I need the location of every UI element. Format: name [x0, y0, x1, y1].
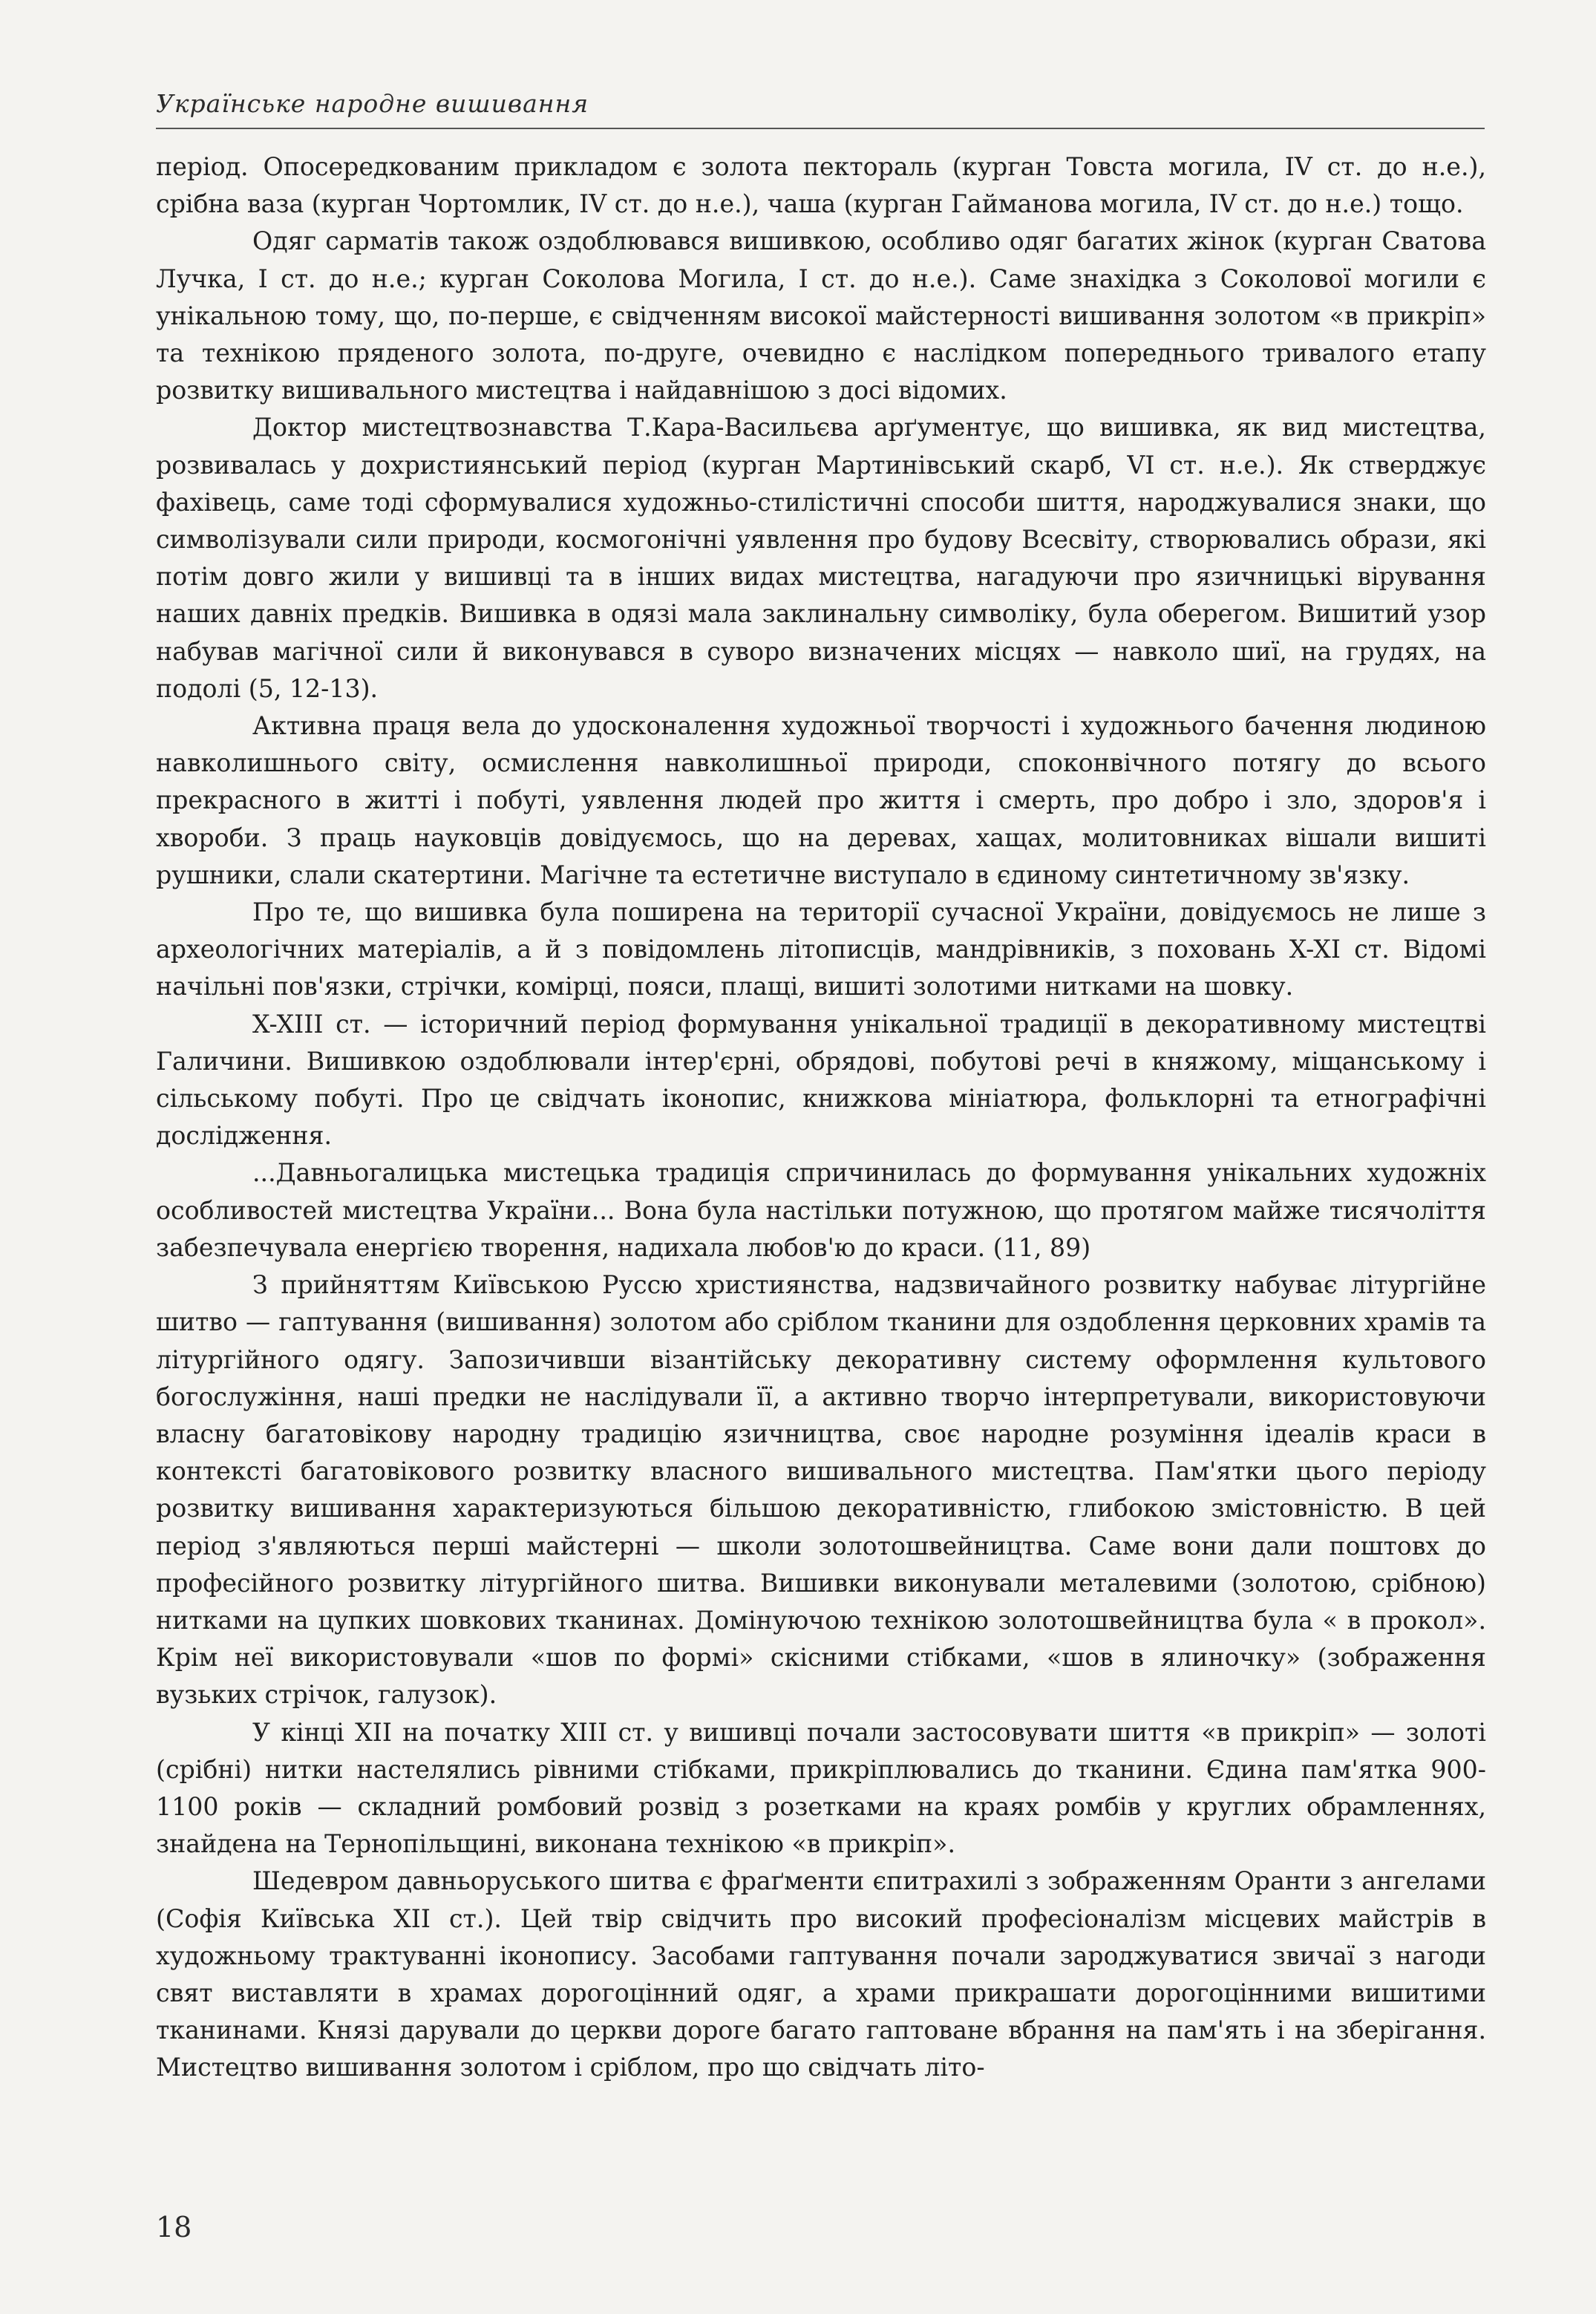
body-text	[156, 148, 1486, 2087]
page-number: 18	[156, 2211, 192, 2243]
paragraph: Про те, що вишивка була поширена на території сучасної України, довідуємось не лише з археологічних матеріалів, а й з повідомлень літописців, мандрівників, з поховань X-XI ст. Відомі начільні пов'язки, стрічки, комірці, пояси, плащі, вишиті золотими нитками на шовку.	[156, 898, 1486, 1001]
paragraph: З прийняттям Київською Руссю християнства, надзвичайного розвитку набуває літургійне шитво — гаптування (вишивання) золотом або сріблом тканини для оздоблення церковних храмів та літургійного одягу. Запозичивши візантійську декоративну систему оформлення культового богослужіння, наші предки не наслідували її, а активно творчо інтерпретували, використовуючи власну багатовікову народну традицію язичництва, своє народне розуміння ідеалів краси в контексті багатовікового розвитку власного вишивального мистецтва. Пам'ятки цього періоду розвитку вишивання характеризуються більшою декоративністю, глибокою змістовністю. В цей період з'являються перші майстерні — школи золотошвейництва. Саме вони дали поштовх до професійного розвитку літургійного шитва. Вишивки виконували металевими (золотою, срібною) нитками на цупких шовкових тканинах. Домінуючою технікою золотошвейництва була « в прокол». Крім неї використовували «шов по формі» скісними стібками, «шов в ялиночку» (зображення вузьких стрічок, галузок).	[156, 1270, 1486, 1710]
paragraph: Шедевром давньоруського шитва є фраґменти єпитрахилі з зображенням Оранти з ангелами (Софія Київська XII ст.). Цей твір свідчить про високий професіоналізм місцевих майстрів в художньому трактуванні іконопису. Засобами гаптування почали зароджуватися звичаї з нагоди свят виставляти в храмах дорогоцінний одяг, а храми прикрашати дорогоцінними вишитими тканинами. Князі дарували до церкви дороге багато гаптоване вбрання на пам'ять і на зберігання. Мистецтво вишивання золотом і сріблом, про що свідчать літо-	[156, 1866, 1486, 2082]
running-head-title: Українське народне вишивання	[156, 89, 589, 118]
paragraph: У кінці XII на початку XIII ст. у вишивці почали застосовувати шиття «в прикріп» — золоті (срібні) нитки настелялись рівними стібками, прикріплювались до тканини. Єдина пам'ятка 900-1100 років — складний ромбовий розвід з розетками на краях ромбів у круглих обрамленнях, знайдена на Тернопільщині, виконана технікою «в прикріп».	[156, 1717, 1486, 1859]
quotation-paragraph: ...Давньогалицька мистецька традиція спричинилась до формування унікальних художніх особливостей мистецтва України... Вона була настільки потужною, що протягом майже тисячоліття забезпечувала енергією творення, надихала любов'ю до краси. (11, 89)	[156, 1158, 1486, 1262]
paragraph: період. Опосередкованим прикладом є золота пектораль (курган Товста могила, IV ст. до н.е.), срібна ваза (курган Чортомлик, IV ст. до н.е.), чаша (курган Гайманова могила, IV ст. до н.е.) тощо.	[156, 152, 1486, 219]
paragraph: X-XIII ст. — історичний період формування унікальної традиції в декоративному мистецтві Галичини. Вишивкою оздоблювали інтер'єрні, обрядові, побутові речі в княжому, міщанському і сільському побуті. Про це свідчать іконопис, книжкова мініатюра, фольклорні та етнографічні дослідження.	[156, 1009, 1486, 1151]
paragraph: Доктор мистецтвознавства Т.Кара-Васильєва арґументує, що вишивка, як вид мистецтва, розвивалась у дохристиянський період (курган Мартинівський скарб, VI ст. н.е.). Як стверджує фахівець, саме тоді сформувалися художньо-стилістичні способи шиття, народжувалися знаки, що символізували сили природи, космогонічні уявлення про будову Всесвіту, створювались образи, які потім довго жили у вишивці та в інших видах мистецтва, нагадуючи про язичницькі вірування наших давніх предків. Вишивка в одязі мала заклинальну символіку, була оберегом. Вишитий узор набував магічної сили й виконувався в суворо визначених місцях — навколо шиї, на грудях, на подолі (5, 12-13).	[156, 413, 1486, 703]
paragraph: Активна праця вела до удосконалення художньої творчості і художнього бачення людиною навколишнього світу, осмислення навколишньої природи, споконвічного потягу до всього прекрасного в житті і побуті, уявлення людей про життя і смерть, про добро і зло, здоров'я і хвороби. З праць науковців довідуємось, що на деревах, хащах, молитовниках вішали вишиті рушники, слали скатертини. Магічне та естетичне виступало в єдиному синтетичному зв'язку.	[156, 711, 1486, 889]
paragraph: Одяг сарматів також оздоблювався вишивкою, особливо одяг багатих жінок (курган Сватова Лучка, I ст. до н.е.; курган Соколова Могила, I ст. до н.е.). Саме знахідка з Соколової могили є унікальною тому, що, по-перше, є свідченням високої майстерності вишивання золотом «в прикріп» та технікою пряденого золота, по-друге, очевидно є наслідком попереднього тривалого етапу розвитку вишивального мистецтва і найдавнішою з досі відомих.	[156, 226, 1486, 405]
header-rule	[156, 128, 1485, 129]
